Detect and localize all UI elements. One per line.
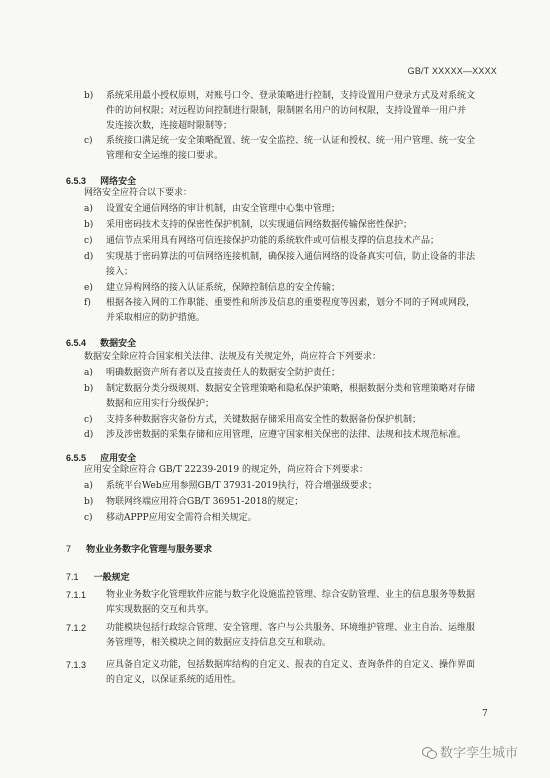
clause-line: 功能模块包括行政综合管理、安全管理、客户与公共服务、环境维护管理、业主自治、运维服 [106,623,476,633]
section-intro: 网络安全应符合以下要求： [84,188,193,198]
item-line: 件的访问权限；对远程访问控制进行限制，限制匿名用户的访问权限，支持设置单一用户并 [106,106,467,116]
item-label: d) [84,430,94,440]
item-line: 制定数据分类分级规则、数据安全管理策略和隐私保护策略，根据数据分类和管理策略对存储 [106,384,476,394]
item-label: e) [84,283,93,293]
clause-line: 的自定义，以保证系统的适用性。 [106,675,242,685]
section-intro: 应用安全除应符合 GB/T 22239-2019 的规定外，尚应符合下列要求： [84,465,368,475]
clause-number: 7.1.1 [66,590,87,600]
section-number: 6.5.3 [66,176,87,186]
item-line: 并采取相应的防护措施。 [106,313,206,323]
item-line: 系统接口满足统一安全策略配置、统一安全监控、统一认证和授权、统一用户管理、统一安全 [106,136,476,146]
item-label: b) [84,497,94,507]
item-line: 支持多种数据容灾备份方式，关键数据存储采用高安全性的数据备份保护机制； [106,415,422,425]
item-label: c) [84,136,93,146]
section-number: 7.1 [66,572,79,582]
item-line: 系统采用最小授权原则，对账号口令、登录策略进行控制，支持设置用户登录方式及对系统文 [106,91,476,101]
clause-number: 7.1.3 [66,660,87,670]
item-label: a) [84,204,93,214]
item-label: a) [84,481,93,491]
standard-code: GB/T XXXXX—XXXX [407,66,497,76]
clause-line: 应具备自定义功能，包括数据库结构的自定义、报表的自定义、查询条件的自定义、操作界面 [106,660,476,670]
watermark [422,742,518,761]
item-line: 物联网终端应用符合GB/T 36951-2018的规定； [106,497,304,507]
chapter-title: 物业业务数字化管理与服务要求 [86,545,213,555]
item-line: 管理和安全运维的接口要求。 [106,151,224,161]
item-label: c) [84,513,93,523]
item-line: 采用密码技术支持的保密性保护机制，以实现通信网络数据传输保密性保护； [106,220,413,230]
section-title: 一般规定 [93,573,130,583]
item-line: 设置安全通信网络的审计机制，由安全管理中心集中管理； [106,204,341,214]
item-line: 根据各接入网的工作职能、重要性和所涉及信息的重要程度等因素，划分不同的子网或网段， [106,298,476,308]
item-label: c) [84,236,93,246]
clause-number: 7.1.2 [66,623,87,633]
item-label: b) [84,384,94,394]
section-number: 6.5.5 [66,453,87,463]
item-line: 建立异构网络的接入认证系统，保障控制信息的安全传输； [106,283,341,293]
item-line: 系统平台Web应用参照GB/T 37931-2019执行，符合增强级要求； [106,481,377,491]
watermark-text: 数字孪生城市 [440,746,519,761]
item-line: 通信节点采用具有网络可信连接保护功能的系统软件或可信根支撑的信息技术产品； [106,236,440,246]
section-heading-71 [66,565,130,584]
page-number: 7 [482,709,488,719]
item-line: 接入； [106,267,134,277]
section-intro: 数据安全除应符合国家相关法律、法规及有关规定外，尚应符合下列要求： [84,352,382,362]
item-line: 涉及涉密数据的采集存储和应用管理，应遵守国家相关保密的法律、法规和技术规范标准。 [106,430,467,440]
item-label: b) [84,91,94,101]
item-label: c) [84,415,93,425]
item-line: 发连接次数，连接超时限制等； [106,121,233,131]
item-label: b) [84,220,94,230]
item-line: 实现基于密码算法的可信网络连接机制，确保接入通信网络的设备真实可信，防止设备的非法 [106,252,476,262]
section-title: 应用安全 [100,454,137,464]
section-title: 数据安全 [100,339,137,349]
item-label: f) [84,298,91,308]
chapter-number: 7 [66,544,72,554]
clause-line: 库实现数据的交互和共享。 [106,605,215,615]
item-label: a) [84,368,93,378]
wechat-icon [422,746,436,758]
section-number: 6.5.4 [66,338,87,348]
chapter-heading-7 [66,537,212,556]
item-line: 数据和应用实行分级保护； [106,399,215,409]
clause-line: 务管理等，相关模块之间的数据应支持信息交互和联动。 [106,638,332,648]
item-line: 移动APPP应用安全需符合相关规定。 [106,513,257,523]
clause-line: 物业业务数字化管理软件应能与数字化设施监控管理、综合安防管理、业主的信息服务等数据 [106,590,476,600]
item-line: 明确数据资产所有者以及直接责任人的数据安全防护责任； [106,368,341,378]
item-label: d) [84,252,94,262]
section-title: 网络安全 [100,177,137,187]
section-heading-654 [66,331,136,350]
